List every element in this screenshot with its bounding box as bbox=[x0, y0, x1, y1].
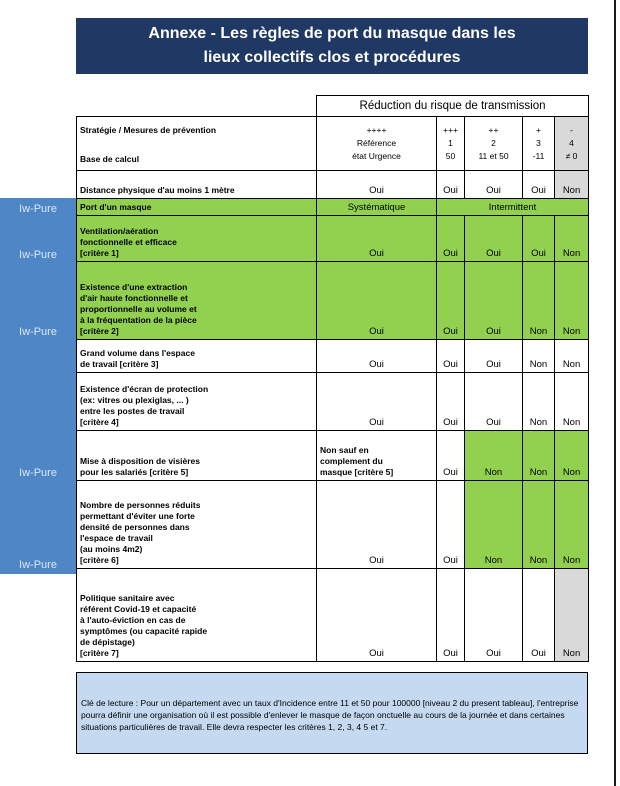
ecran-value: Oui bbox=[317, 373, 437, 431]
politique-value: Oui bbox=[317, 569, 437, 662]
table-row bbox=[77, 216, 589, 262]
table-row bbox=[77, 171, 589, 199]
ecran-label: Existence d'écran de protection (ex: vitres ou plexiglas, ... ) entre les postes de travail [critère 4] bbox=[77, 373, 317, 431]
table-row bbox=[77, 373, 589, 431]
side-label-visieres: Iw-Pure bbox=[19, 467, 57, 479]
extraction-value: Non bbox=[555, 262, 589, 340]
side-label-extraction: Iw-Pure bbox=[19, 326, 57, 338]
politique-value: Non bbox=[555, 569, 589, 662]
visieres-value: Non bbox=[523, 431, 555, 481]
visieres-value: Non bbox=[465, 431, 523, 481]
masque-intermittent: Intermittent bbox=[437, 199, 589, 216]
table-row bbox=[77, 481, 589, 569]
extraction-value: Non bbox=[523, 262, 555, 340]
table-row bbox=[77, 340, 589, 373]
ventilation-label: Ventilation/aération fonctionnelle et efficace [critère 1] bbox=[77, 216, 317, 262]
distance-value: Oui bbox=[523, 171, 555, 199]
ecran-value: Oui bbox=[465, 373, 523, 431]
visieres-value: Oui bbox=[437, 431, 465, 481]
side-label-ventilation: Iw-Pure bbox=[19, 249, 57, 261]
politique-value: Oui bbox=[465, 569, 523, 662]
table-row bbox=[77, 117, 589, 171]
volume-value: Oui bbox=[465, 340, 523, 373]
volume-label: Grand volume dans l'espace de travail [critère 3] bbox=[77, 340, 317, 373]
distance-value: Oui bbox=[465, 171, 523, 199]
masque-rules-table bbox=[76, 95, 589, 662]
level-ref-header: ++++ Référence état Urgence bbox=[317, 117, 437, 171]
ventilation-value: Non bbox=[555, 216, 589, 262]
reading-key-note: Clé de lecture : Pour un département avec un taux d'Incidence entre 11 et 50 pour 100000 [niveau 2 du present tableau], l'entreprise pourra définir une organisation où il est possible d'enlever le masque de façon onctuelle au cours de la journée et dans certaines situations particulières de travail. Elle devra respecter les critères 1, 2, 3, 4 5 et 7. bbox=[76, 672, 588, 754]
distance-value: Oui bbox=[317, 171, 437, 199]
table-row bbox=[77, 569, 589, 662]
ecran-value: Non bbox=[555, 373, 589, 431]
level-3-header: + 3 -11 bbox=[523, 117, 555, 171]
distance-value: Oui bbox=[437, 171, 465, 199]
ecran-value: Non bbox=[523, 373, 555, 431]
table-row bbox=[77, 199, 589, 216]
ventilation-value: Oui bbox=[465, 216, 523, 262]
extraction-value: Oui bbox=[465, 262, 523, 340]
personnes-value: Non bbox=[523, 481, 555, 569]
title-line-2: lieux collectifs clos et procédures bbox=[203, 49, 461, 66]
volume-value: Oui bbox=[317, 340, 437, 373]
distance-value: Non bbox=[555, 171, 589, 199]
table-row bbox=[77, 96, 589, 117]
volume-value: Non bbox=[555, 340, 589, 373]
masque-systematique: Systématique bbox=[317, 199, 437, 216]
level-2-header: ++ 2 11 et 50 bbox=[465, 117, 523, 171]
visieres-value: Non bbox=[555, 431, 589, 481]
side-label-masque: Iw-Pure bbox=[19, 203, 57, 215]
page-right-border bbox=[614, 0, 616, 786]
politique-value: Oui bbox=[523, 569, 555, 662]
visieres-ref-value: Non sauf en complement du masque [critère 5] bbox=[317, 431, 437, 481]
volume-value: Non bbox=[523, 340, 555, 373]
extraction-label: Existence d'une extraction d'air haute fonctionnelle et proportionnelle au volume et à la fréquentation de la pièce [critère 2] bbox=[77, 262, 317, 340]
volume-value: Oui bbox=[437, 340, 465, 373]
personnes-label: Nombre de personnes réduits permettant d'éviter une forte densité de personnes dans l'espace de travail (au moins 4m2) [critère 6] bbox=[77, 481, 317, 569]
table-row bbox=[77, 262, 589, 340]
distance-label: Distance physique d'au moins 1 mètre bbox=[77, 171, 317, 199]
personnes-value: Oui bbox=[437, 481, 465, 569]
strategy-label: Stratégie / Mesures de prévention bbox=[80, 125, 217, 135]
visieres-label: Mise à disposition de visières pour les salariés [critère 5] bbox=[77, 431, 317, 481]
ventilation-value: Oui bbox=[317, 216, 437, 262]
page-title bbox=[76, 18, 588, 74]
extraction-value: Oui bbox=[437, 262, 465, 340]
personnes-value: Non bbox=[465, 481, 523, 569]
level-1-header: +++ 1 50 bbox=[437, 117, 465, 171]
side-label-personnes: Iw-Pure bbox=[19, 559, 57, 571]
ventilation-value: Oui bbox=[523, 216, 555, 262]
politique-label: Politique sanitaire avec référent Covid-19 et capacité à l'auto-éviction en cas de symptômes (ou capacité rapide de dépistage) [critère 7] bbox=[77, 569, 317, 662]
base-label: Base de calcul bbox=[80, 154, 140, 164]
extraction-value: Oui bbox=[317, 262, 437, 340]
table-row bbox=[77, 431, 589, 481]
level-4-header: - 4 ≠ 0 bbox=[555, 117, 589, 171]
ecran-value: Oui bbox=[437, 373, 465, 431]
header-group-title: Réduction du risque de transmission bbox=[317, 96, 589, 117]
ventilation-value: Oui bbox=[437, 216, 465, 262]
masque-label: Port d'un masque bbox=[77, 199, 317, 216]
personnes-value: Non bbox=[555, 481, 589, 569]
politique-value: Oui bbox=[437, 569, 465, 662]
title-line-1: Annexe - Les règles de port du masque dans les bbox=[148, 25, 516, 42]
personnes-value: Oui bbox=[317, 481, 437, 569]
